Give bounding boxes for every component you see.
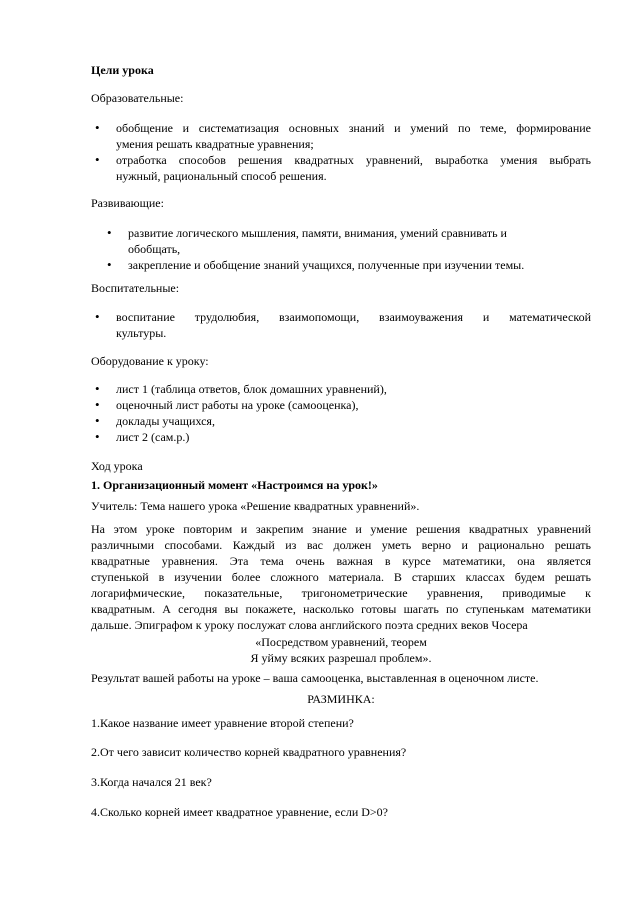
upbringing-heading: Воспитательные: xyxy=(91,281,180,295)
developmental-goals-list xyxy=(91,225,561,273)
question-4: 4.Сколько корней имеет квадратное уравнение, если D>0? xyxy=(91,805,389,819)
list-item: • обобщение и систематизация основных знаний и умений по теме, формирование умения решать квадратные уравнения; xyxy=(91,120,591,152)
list-item: • оценочный лист работы на уроке (самооценка), xyxy=(91,397,591,413)
equipment-heading: Оборудование к уроку: xyxy=(91,354,209,368)
question-1: 1.Какое название имеет уравнение второй степени? xyxy=(91,716,354,730)
upbringing-goals-list xyxy=(91,309,591,341)
question-3: 3.Когда начался 21 век? xyxy=(91,775,212,789)
intro-paragraph: На этом уроке повторим и закрепим знание и умение решения квадратных уравнений различными способами. Каждый из вас должен уметь верно и рационально решать квадратные уравнения. Эта тема очень важная в курсе математики, она является ступенькой в изучении более сложного материала. В старших классах будем решать логарифмические, показательные, тригонометрические уравнения, приводимые к квадратным. А сегодня вы покажете, насколько готовы шагать по ступенькам математики дальше. Эпиграфом к уроку послужат слова английского поэта средних веков Чосера xyxy=(91,522,591,632)
warmup-heading: РАЗМИНКА: xyxy=(307,692,375,706)
epigraph-line-2: Я уйму всяких разрешал проблем». xyxy=(250,651,432,665)
list-item: • развитие логического мышления, памяти, внимания, умений сравнивать и обобщать, xyxy=(91,225,561,257)
teacher-line: Учитель: Тема нашего урока «Решение квадратных уравнений». xyxy=(91,499,420,513)
list-item: • лист 1 (таблица ответов, блок домашних уравнений), xyxy=(91,381,591,397)
lesson-goals-title: Цели урока xyxy=(91,63,154,77)
developmental-heading: Развивающие: xyxy=(91,196,164,210)
educational-goals-list xyxy=(91,120,591,184)
list-item: • лист 2 (сам.р.) xyxy=(91,429,591,445)
lesson-course-heading: Ход урока xyxy=(91,459,143,473)
question-2: 2.От чего зависит количество корней квадратного уравнения? xyxy=(91,745,407,759)
list-item: • закрепление и обобщение знаний учащихся, полученные при изучении темы. xyxy=(91,257,561,273)
list-item: • доклады учащихся, xyxy=(91,413,591,429)
equipment-list xyxy=(91,381,591,445)
epigraph-line-1: «Посредством уравнений, теорем xyxy=(255,635,427,649)
educational-heading: Образовательные: xyxy=(91,91,184,105)
result-line: Результат вашей работы на уроке – ваша самооценка, выставленная в оценочном листе. xyxy=(91,671,539,685)
section-1-title: 1. Организационный момент «Настроимся на урок!» xyxy=(91,478,378,492)
list-item: • воспитание трудолюбия, взаимопомощи, взаимоуважения и математической культуры. xyxy=(91,309,591,341)
list-item: • отработка способов решения квадратных уравнений, выработка умения выбрать нужный, рациональный способ решения. xyxy=(91,152,591,184)
